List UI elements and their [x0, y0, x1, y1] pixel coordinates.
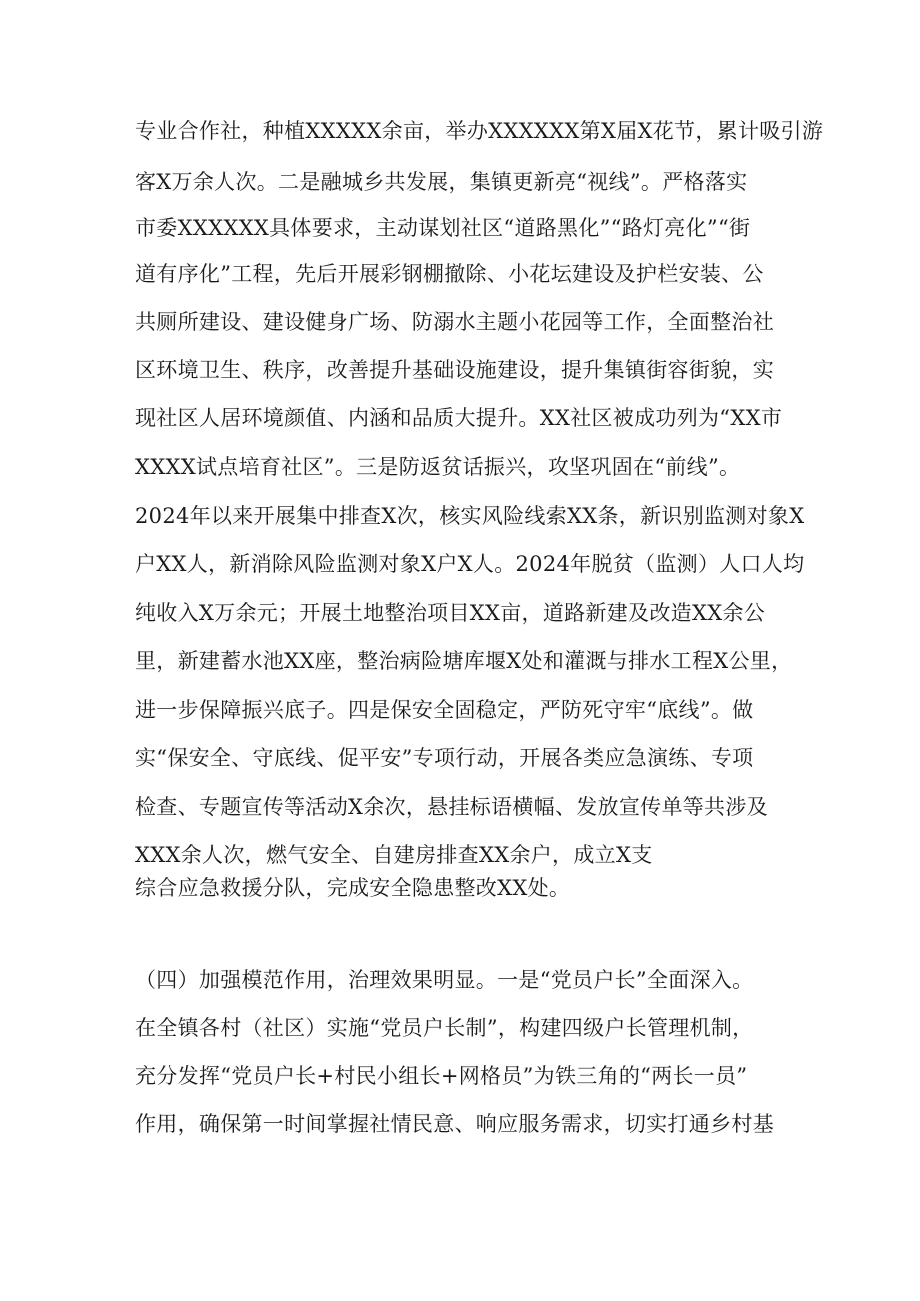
text-line: 市委XXXXXX具体要求，主动谋划社区“道路黑化”“路灯亮化”“街 — [135, 216, 751, 240]
text-line: 户XX人，新消除风险监测对象X户X人。2024年脱贫（监测）人口人均 — [135, 552, 805, 576]
text-line: 检查、专题宣传等活动X余次，悬挂标语横幅、发放宣传单等共涉及 — [135, 795, 768, 819]
text-line: 2024年以来开展集中排查X次，核实风险线索XX条，新识别监测对象X — [135, 504, 805, 528]
text-line: 综合应急救援分队，完成安全隐患整改XX处。 — [135, 876, 571, 900]
text-line: 实“保安全、守底线、促平安”专项行动，开展各类应急演练、专项 — [135, 746, 754, 770]
text-line: 区环境卫生、秩序，改善提升基础设施建设，提升集镇街容街貌，实 — [135, 358, 774, 382]
text-line: 专业合作社，种植XXXXX余亩，举办XXXXXX第X届X花节，累计吸引游 — [135, 119, 824, 143]
text-line: 客X万余人次。二是融城乡共发展，集镇更新亮“视线”。严格落实 — [135, 170, 748, 194]
text-line: 现社区人居环境颜值、内涵和品质大提升。XX社区被成功列为“XX市 — [135, 406, 783, 430]
text-line: 纯收入X万余元；开展土地整治项目XX亩，道路新建及改造XX余公 — [135, 601, 766, 625]
text-line: 作用，确保第一时间掌握社情民意、响应服务需求，切实打通乡村基 — [135, 1112, 774, 1136]
text-line: 充分发挥“党员户长+村民小组长+网格员”为铁三角的“两长一员” — [135, 1064, 748, 1088]
section-heading-line: （四）加强模范作用，治理效果明显。一是“党员户长”全面深入。 — [135, 968, 754, 992]
text-line: 里，新建蓄水池XX座，整治病险塘库堰X处和灌溉与排水工程X公里， — [135, 649, 793, 673]
text-line: 在全镇各村（社区）实施“党员户长制”，构建四级户长管理机制， — [135, 1016, 754, 1040]
text-line: 共厕所建设、建设健身广场、防溺水主题小花园等工作，全面整治社 — [135, 310, 774, 334]
text-line: 进一步保障振兴底子。四是保安全固稳定，严防死守牢“底线”。做 — [135, 698, 754, 722]
text-line: 道有序化”工程，先后开展彩钢棚撤除、小花坛建设及护栏安装、公 — [135, 262, 764, 286]
text-line: XXXX试点培育社区”。三是防返贫话振兴，攻坚巩固在“前线”。 — [135, 455, 741, 479]
text-line: XXX余人次，燃气安全、自建房排查XX余户，成立X支 — [135, 843, 653, 867]
